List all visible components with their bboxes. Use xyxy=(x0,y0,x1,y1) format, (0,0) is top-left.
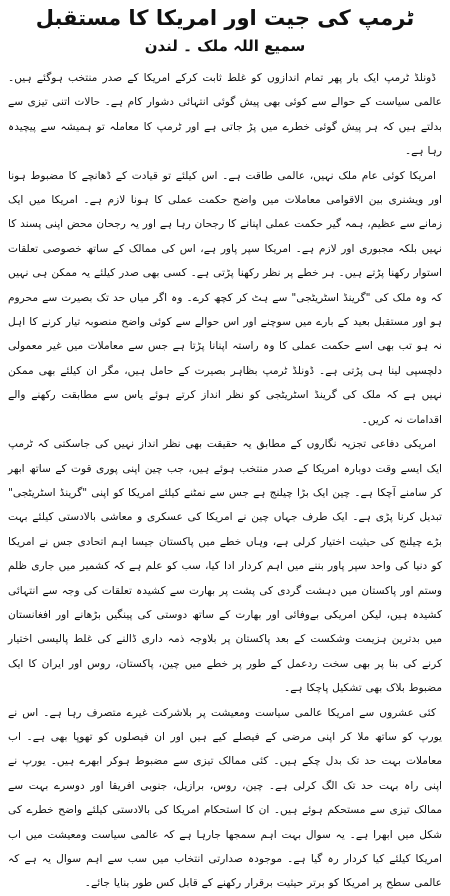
article-paragraph: کئی عشروں سے امریکا عالمی سیاست ومعیشت پر بلاشرکت غیرے متصرف رہا ہے۔ اس نے یورپ کو ساتھ ملا کر اپنی مرضی کے فیصلے کیے ہیں اور ان فیصلوں کو تھوپا بھی ہے۔ اب معاملات بہت حد تک بدل چکے ہیں۔ کئی ممالک تیزی سے مضبوط ہوکر ابھرے ہیں۔ یورپ نے اپنی راہ بہت حد تک الگ کرلی ہے۔ چین، روس، برازیل، جنوبی افریقا اور دوسرے بہت سے ممالک تیزی سے مستحکم ہوئے ہیں۔ ان کا استحکام امریکا کی بالادستی کیلئے واضح خطرے کی شکل میں ابھرا ہے۔ یہ سوال بہت اہم سمجھا جارہا ہے کہ عالمی سیاست ومعیشت میں اب امریکا کیلئے کیا کردار رہ گیا ہے۔ موجودہ صدارتی انتخاب میں سب سے اہم سوال یہ ہے کہ عالمی سطح پر امریکا کو برتر حیثیت برقرار رکھنے کے قابل کس طور بنایا جائے۔ xyxy=(8,706,442,890)
article-body xyxy=(8,66,442,890)
article-paragraph: امریکی دفاعی تجزیہ نگاروں کے مطابق یہ حقیقت بھی نظر انداز نہیں کی جاسکتی کہ ٹرمپ ایک ایسے وقت دوبارہ امریکا کے صدر منتخب ہوئے ہیں، جب چین اپنی پوری قوت کے ساتھ ابھر کر سامنے آچکا ہے۔ چین ایک بڑا چیلنج ہے جس سے نمٹنے کیلئے امریکا کو اپنی "گرینڈ اسٹریٹجی" تبدیل کرنا پڑی ہے۔ ایک طرف جہاں چین نے امریکا کی عسکری و معاشی بالادستی کیلئے بہت بڑے چیلنج کی حیثیت اختیار کرلی ہے، وہاں خطے میں پاکستان جیسا اہم اتحادی جس نے امریکا کو دنیا کی واحد سپر پاور بننے میں اہم کردار ادا کیا، سب کو علم ہے کہ کشمیر میں جاری ظلم وستم اور پاکستان میں دہشت گردی کی پشت پر بھارت سے کشیدہ تعلقات کی وجہ سے انتہائی کشیدہ ہیں، لیکن امریکی بےوفائی اور بھارت کے ساتھ دوستی کی پینگیں بڑھانے اور افغانستان میں بدترین ہزیمت وشکست کے بعد پاکستان پر بلاوجہ ذمہ داری ڈالنے کی غلط پالیسی اختیار کرنے کی بنا پر بھی سخت ردعمل کے طور پر خطے میں چین، پاکستان، روس اور ایران کا ایک مضبوط بلاک بھی تشکیل پاچکا ہے۔ xyxy=(8,438,442,695)
article-paragraph: امریکا کوئی عام ملک نہیں، عالمی طاقت ہے۔ اس کیلئے تو قیادت کے ڈھانچے کا مضبوط ہونا اور ویشنری بین الاقوامی معاملات میں واضح حکمت عملی کا ہونا لازم ہے۔ امریکا میں ایک زمانے سے عظیم، ہمہ گیر حکمت عملی اپنانے کا رجحان رہا ہے اور یہ رجحان محض اپنی پسند کا نہیں بلکہ مجبوری اور لازم ہے۔ امریکا سپر پاور ہے، اس کی ممالک کے ساتھ خصوصی تعلقات استوار رکھنا پڑتے ہیں۔ ہر خطے پر نظر رکھنا پڑتی ہے۔ کسی بھی صدر کیلئے یہ ممکن ہی نہیں کہ وہ ملک کی "گرینڈ اسٹریٹجی" سے ہٹ کر کچھ کرے۔ وہ اگر میاں حد تک بصیرت سے محروم ہو اور مستقبل بعید کے بارے میں سوچنے اور اس حوالے سے کوئی واضح منصوبہ تیار کرنے کا اہل نہ ہو تب بھی اسے حکمت عملی کا وہ راستہ اپنانا پڑتا ہے جس سے معاملات میں غیر معمولی دلچسپی لینا ہی پڑتی ہے۔ ڈونلڈ ٹرمپ بظاہر بصیرت کے حامل ہیں، مگر ان کیلئے بھی ممکن نہیں ہے کہ ملک کی گرینڈ اسٹریٹجی کو نظر انداز کرتے ہوئے یاس سے مطابقت رکھنے والے اقدامات نہ کریں۔ xyxy=(8,169,442,426)
article-byline: سمیع اللہ ملک ۔ لندن xyxy=(144,37,306,55)
article-paragraph: ڈونلڈ ٹرمپ ایک بار پھر تمام اندازوں کو غلط ثابت کرکے امریکا کے صدر منتخب ہوگئے ہیں۔ عالمی سیاست کے حوالے سے کوئی بھی پیش گوئی انتہائی دشوار کام ہے۔ حالات اتنی تیزی سے بدلتے ہیں کہ ہر پیش گوئی خطرے میں پڑ جاتی ہے اور ٹرمپ کا معاملہ تو ہمیشہ سے پیچیدہ رہا ہے۔ xyxy=(8,72,442,158)
article-headline: ٹرمپ کی جیت اور امریکا کا مستقبل xyxy=(35,6,415,30)
